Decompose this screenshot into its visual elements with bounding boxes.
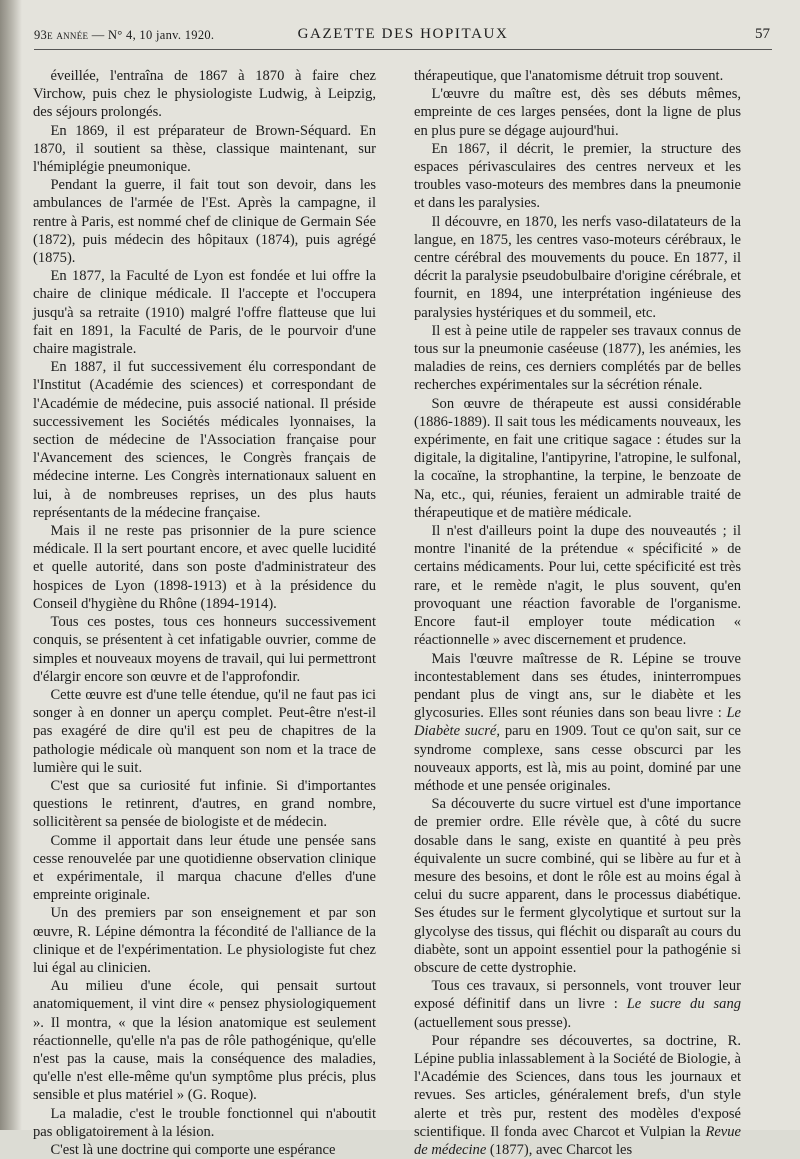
paragraph (33, 358, 376, 522)
paragraph (33, 1105, 376, 1141)
paragraph (33, 1141, 376, 1159)
paragraph-text: (actuellement sous presse). (414, 1014, 572, 1031)
paragraph (414, 1032, 741, 1159)
paragraph (33, 686, 376, 777)
issue-date: — N° 4, 10 janv. 1920. (88, 28, 215, 42)
paragraph-text: Comme il apportait dans leur étude une pensée sans cesse renouvelée par une quotidienne observation clinique et expérimentale, il marqua chacune d'elles d'une empreinte originale. (33, 832, 376, 904)
paragraph-text: En 1887, il fut successivement élu correspondant de l'Institut (Académie des sciences) et correspondant de l'Académie de médecine, puis associé national. Il préside successivement les Sociétés médicales lyonnaises, la section de médecine de l'Association française pour l'Avancement des sciences, le Congrès français de médecine interne. Les Congrès internationaux saluent en lui, à de nombreuses reprises, un des plus hauts représentants de la médecine française. (33, 359, 376, 521)
paragraph-text: Il est à peine utile de rappeler ses travaux connus de tous sur la pneumonie caséeuse (1877), les anémies, les maladies de reins, ces derniers complétés par de belles recherches expérimentales sur la sécrétion rénale. (414, 322, 741, 394)
issue-number: 93 (34, 28, 48, 42)
paragraph-text: L'œuvre du maître est, dès ses débuts mêmes, empreinte de ces larges pensées, dont la ligne de plus en plus pure se dégage aujourd'hui. (414, 86, 741, 139)
paragraph-text: paru en 1909. Tout ce qu'on sait, sur ce syndrome complexe, sans cesse obscurci par les nouveaux apports, est là, mis au point, dominé par une méthode et une pensée originales. (414, 723, 741, 794)
running-head (34, 20, 772, 50)
left-column (33, 67, 376, 1159)
paragraph-text: Sa découverte du sucre virtuel est d'une importance de premier ordre. Elle révèle que, à côté du sucre dosable dans le sang, existe en quantité à peu près équivalente un sucre combiné, qui se libère au fur et à mesure des besoins, et dont le rôle est au moins égal à celui du sucre apparent, dans le processus diabétique. Ses études sur le ferment glycolytique et surtout sur la glycolyse des tissus, qui fléchit ou disparaît au cours du diabète, sont un appoint essentiel pour la pathogénie si obscure de cette dystrophie. (414, 796, 741, 976)
paragraph-text: Il n'est d'ailleurs point la dupe des nouveautés ; il montre l'inanité de la prétendue « spécificité » de certains médicaments. Pour lui, cette spécificité est très rare, et le remède n'agit, le plus souvent, qu'en provoquant une réaction favorable de l'organisme. Encore faut-il employer toute médication « réactionnelle » avec discernement et prudence. (414, 523, 741, 649)
paragraph (414, 650, 741, 796)
paragraph-text: Pour répandre ses découvertes, sa doctrine, R. Lépine publia inlassablement à la Société de Biologie, à l'Académie des Sciences, dans tous les journaux et revues. Ses articles, généralement brefs, d'un style alerte et très pur, restent des modèles d'exposé scientifique. Il fonda avec Charcot et Vulpian la (414, 1032, 741, 1140)
book-title: Le sucre du sang (626, 996, 741, 1013)
paragraph (33, 67, 376, 122)
paragraph-text: Il découvre, en 1870, les nerfs vaso-dilatateurs de la langue, en 1875, les centres vaso-moteurs cérébraux, le centre cérébral des mouvements du pouce. En 1877, il décrit la paralysie pseudobulbaire d'origine cérébrale, et fournit, en 1894, une interprétation ingénieuse des paralysies hystériques et du sommeil, etc. (414, 213, 741, 321)
paragraph (414, 85, 741, 140)
right-column (414, 67, 741, 1159)
paragraph (33, 176, 376, 267)
paragraph (414, 322, 741, 395)
paragraph-text: Mais il ne reste pas prisonnier de la pure science médicale. Il la sert pourtant encore, et avec quelle lucidité et quelle autorité, dans son poste d'administrateur des hospices de Lyon (1898-1913) et à la présidence du Conseil d'hygiène du Rhône (1894-1914). (33, 523, 376, 612)
paragraph-text: Au milieu d'une école, qui pensait surtout anatomiquement, il vint dire « pensez physiologiquement ». Il montra, « que la lésion anatomique est seulement réactionnelle, qu'elle n'a pas de rôle pathogénique, qu'elle n'est pas la cause, mais la conséquence des maladies, qu'elle n'est elle-même qu'un symptôme plus précis, plus sensible et plus matériel » (G. Roque). (33, 978, 376, 1104)
book-title: Revue de médecine (414, 1123, 741, 1158)
paragraph (414, 795, 741, 977)
paragraph (414, 395, 741, 522)
paragraph-text: En 1867, il décrit, le premier, la structure des espaces périvasculaires des centres nerveux et les troubles vaso-moteurs des membres dans la pneumonie et dans les paralysies. (414, 140, 741, 212)
paragraph-text: En 1869, il est préparateur de Brown-Séquard. En 1870, il soutient sa thèse, classique maintenant, sur l'hémiplégie pneumonique. (33, 122, 376, 176)
page-number: 57 (755, 26, 770, 42)
paragraph-text: C'est que sa curiosité fut infinie. Si d'importantes questions le retinrent, d'autres, en grand nombre, sollicitèrent sa pensée de biologiste et de médecin. (33, 777, 376, 831)
paragraph-text: Cette œuvre est d'une telle étendue, qu'il ne faut pas ici songer à en donner un aperçu complet. Peut-être n'est-il pas exagéré de dire qu'il est peu de chapitres de la pathologie médicale où manquent son nom et la trace de lumière qui le suit. (33, 686, 376, 776)
paragraph (33, 267, 376, 358)
paragraph (414, 977, 741, 1032)
paragraph-text: C'est là une doctrine qui comporte une espérance (50, 1141, 336, 1158)
paragraph-text: En 1877, la Faculté de Lyon est fondée et lui offre la chaire de clinique médicale. Il l'accepte et l'occupera jusqu'à sa retraite (1910) malgré l'offre flatteuse que lui fait en 1891, la Faculté de Paris, de le pourvoir d'une chaire magistrale. (33, 268, 376, 358)
paragraph-text: Son œuvre de thérapeute est aussi considérable (1886-1889). Il sait tous les médicaments nouveaux, les expérimente, en fait une critique sagace : études sur la digitale, la digitaline, l'antipyrine, l'atropine, le sulfonal, la cocaïne, la strophantine, la terpine, le benzoate de Na, etc., qui, réunies, feraient un admirable traité de thérapeutique et de matière médicale. (414, 395, 741, 521)
paragraph (414, 522, 741, 649)
paragraph-text: éveillée, l'entraîna de 1867 à 1870 à faire chez Virchow, puis chez le physiologiste Ludwig, à Leipzig, des séjours prolongés. (33, 68, 376, 121)
paragraph (33, 832, 376, 905)
paragraph-text: Tous ces travaux, si personnels, vont trouver leur exposé définitif dans un livre : (414, 978, 741, 1013)
paragraph-text: Mais l'œuvre maîtresse de R. Lépine se trouve incontestablement dans ses études, ininterrompues pendant plus de vingt ans, sur le diabète et les glycosuries. Elles sont réunies dans son beau livre : (414, 650, 741, 722)
paragraph (414, 213, 741, 322)
paragraph-text: thérapeutique, que l'anatomisme détruit trop souvent. (414, 68, 724, 84)
paragraph-text: (1877), avec Charcot les (486, 1141, 633, 1158)
header-rule (34, 49, 772, 50)
paragraph (33, 122, 376, 177)
paragraph-text: La maladie, c'est le trouble fonctionnel qui n'aboutit pas obligatoirement à la lésion. (33, 1105, 376, 1140)
paragraph (33, 522, 376, 613)
journal-title: GAZETTE DES HOPITAUX (297, 26, 509, 42)
paragraph (33, 904, 376, 977)
paragraph-text: Pendant la guerre, il fait tout son devoir, dans les ambulances de l'armée de l'Est. Après la campagne, il rentre à Paris, est nommé chef de clinique de Germain Sée (1872), puis médecin des hôpitaux (1874), puis agrégé (1875). (33, 177, 376, 267)
paragraph (414, 67, 741, 85)
paragraph (414, 140, 741, 213)
paragraph (33, 613, 376, 686)
paragraph-text: Un des premiers par son enseignement et par son œuvre, R. Lépine démontra la fécondité de l'alliance de la clinique et de l'expérimentation. Le physiologiste fut chez lui égal au clinicien. (33, 905, 376, 976)
paragraph (33, 977, 376, 1104)
book-title: Le Diabète sucré, (414, 705, 741, 740)
issue-suffix: e année (47, 28, 89, 42)
paragraph (33, 777, 376, 832)
paragraph-text: Tous ces postes, tous ces honneurs successivement conquis, se présentent à cet infatigable ouvrier, comme de simples et nouveaux moyens de travail, qui lui permettront d'élargir encore son œuvre et de l'approfondir. (33, 614, 376, 685)
